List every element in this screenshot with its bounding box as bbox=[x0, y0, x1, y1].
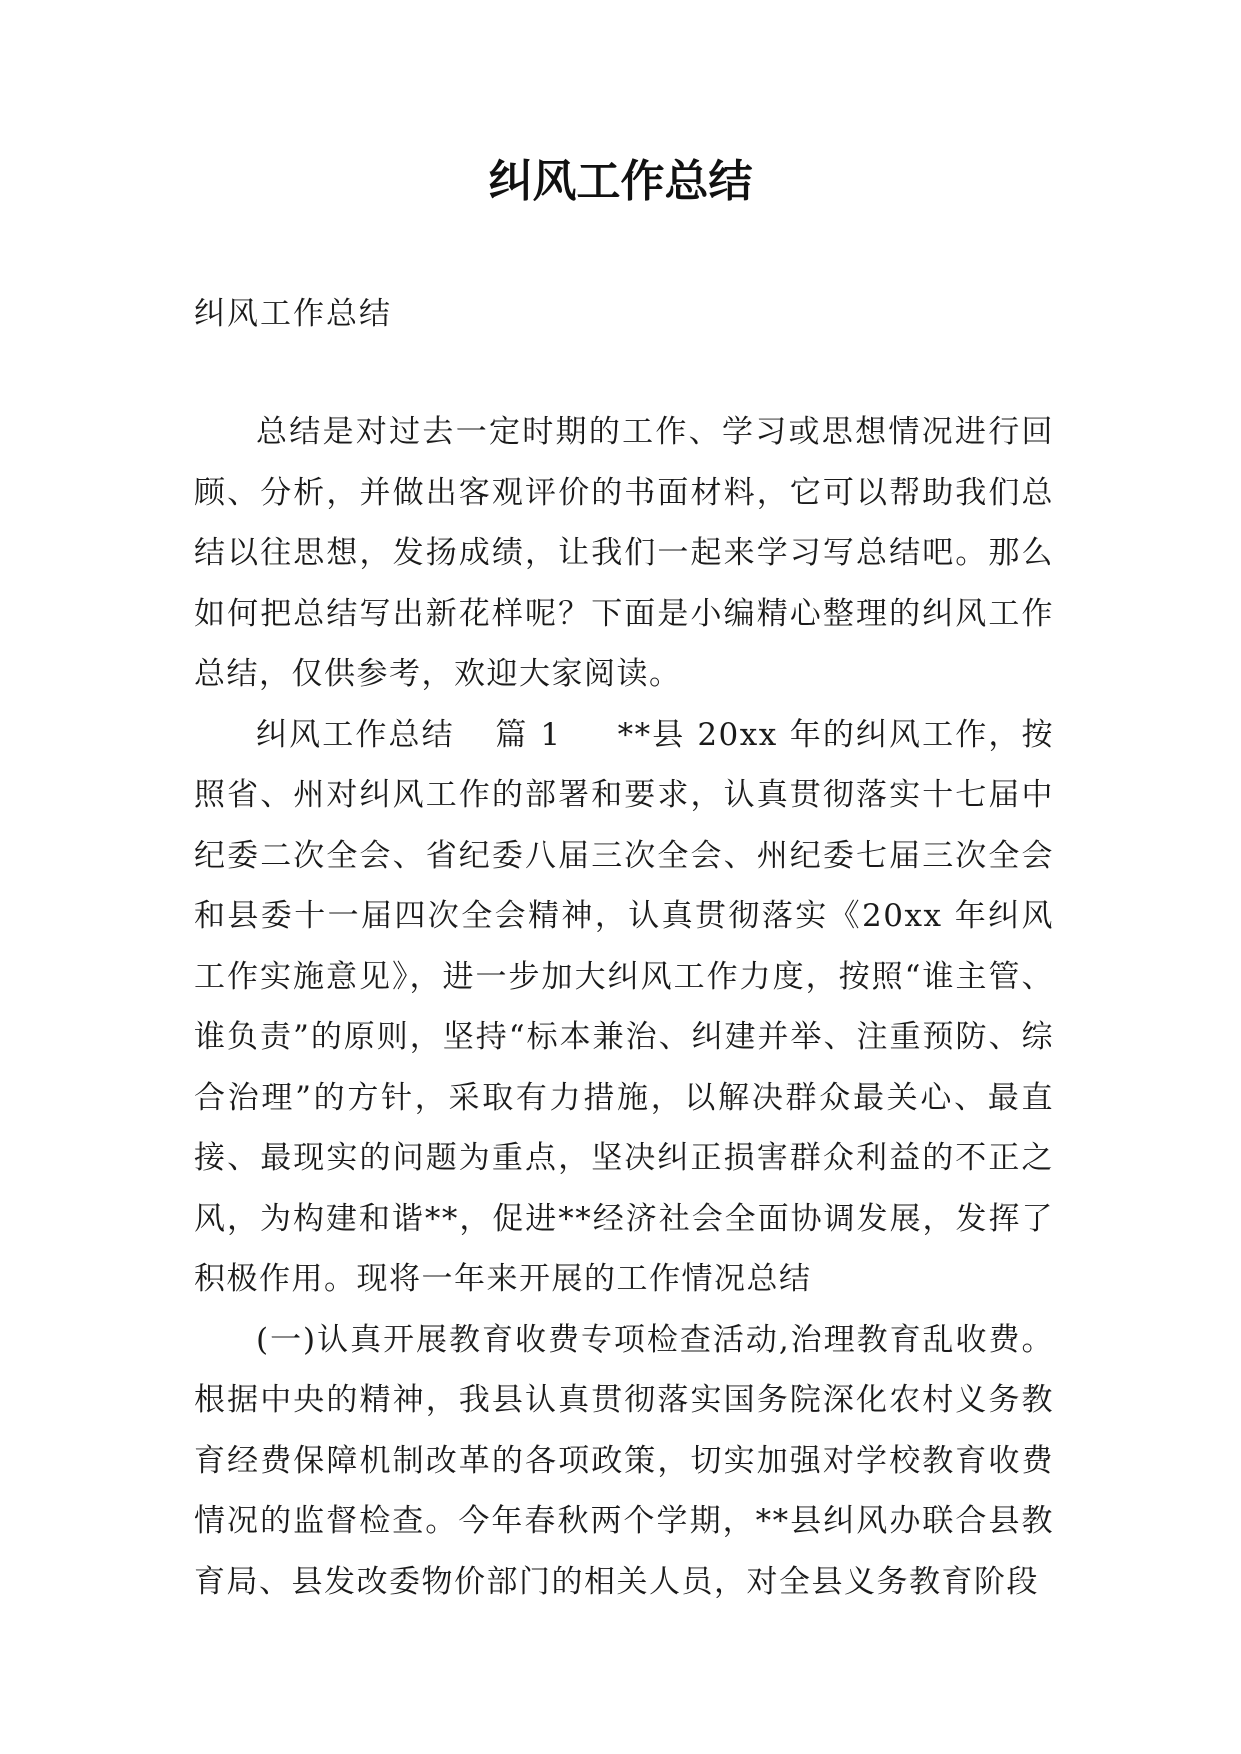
section-part-label: 篇 1 bbox=[494, 716, 562, 753]
item-paragraph: (一)认真开展教育收费专项检查活动,治理教育乱收费。根据中央的精神，我县认真贯彻落实国务院深化农村义务教育经费保障机制改革的各项政策，切实加强对学校教育收费情况的监督检查。今年春秋两个学期，**县纠风办联合县教育局、县发改委物价部门的相关人员，对全县义务教育阶段 bbox=[194, 1321, 1054, 1600]
intro-paragraph: 总结是对过去一定时期的工作、学习或思想情况进行回顾、分析，并做出客观评价的书面材料，它可以帮助我们总结以往思想，发扬成绩，让我们一起来学习写总结吧。那么如何把总结写出新花样呢？下面是小编精心整理的纠风工作总结，仅供参考，欢迎大家阅读。 bbox=[194, 414, 1054, 692]
document-body bbox=[194, 402, 1054, 1612]
document-subtitle: 纠风工作总结 bbox=[194, 296, 392, 332]
section-paragraph bbox=[194, 705, 1054, 1310]
section-heading: 纠风工作总结 bbox=[256, 716, 455, 753]
document-title: 纠风工作总结 bbox=[488, 156, 753, 207]
section-paragraph-text: **县 20xx 年的纠风工作，按照省、州对纠风工作的部署和要求，认真贯彻落实十七届中纪委二次全会、省纪委八届三次全会、州纪委七届三次全会和县委十一届四次全会精神，认真贯彻落实《20xx 年纠风工作实施意见》，进一步加大纠风工作力度，按照“谁主管、谁负责”的原则，坚持“标本兼治、纠建并举、注重预防、综合治理”的方针，采取有力措施，以解决群众最关心、最直接、最现实的问题为重点，坚决纠正损害群众利益的不正之风，为构建和谐**，促进**经济社会全面协调发展，发挥了积极作用。现将一年来开展的工作情况总结 bbox=[194, 716, 1055, 1297]
